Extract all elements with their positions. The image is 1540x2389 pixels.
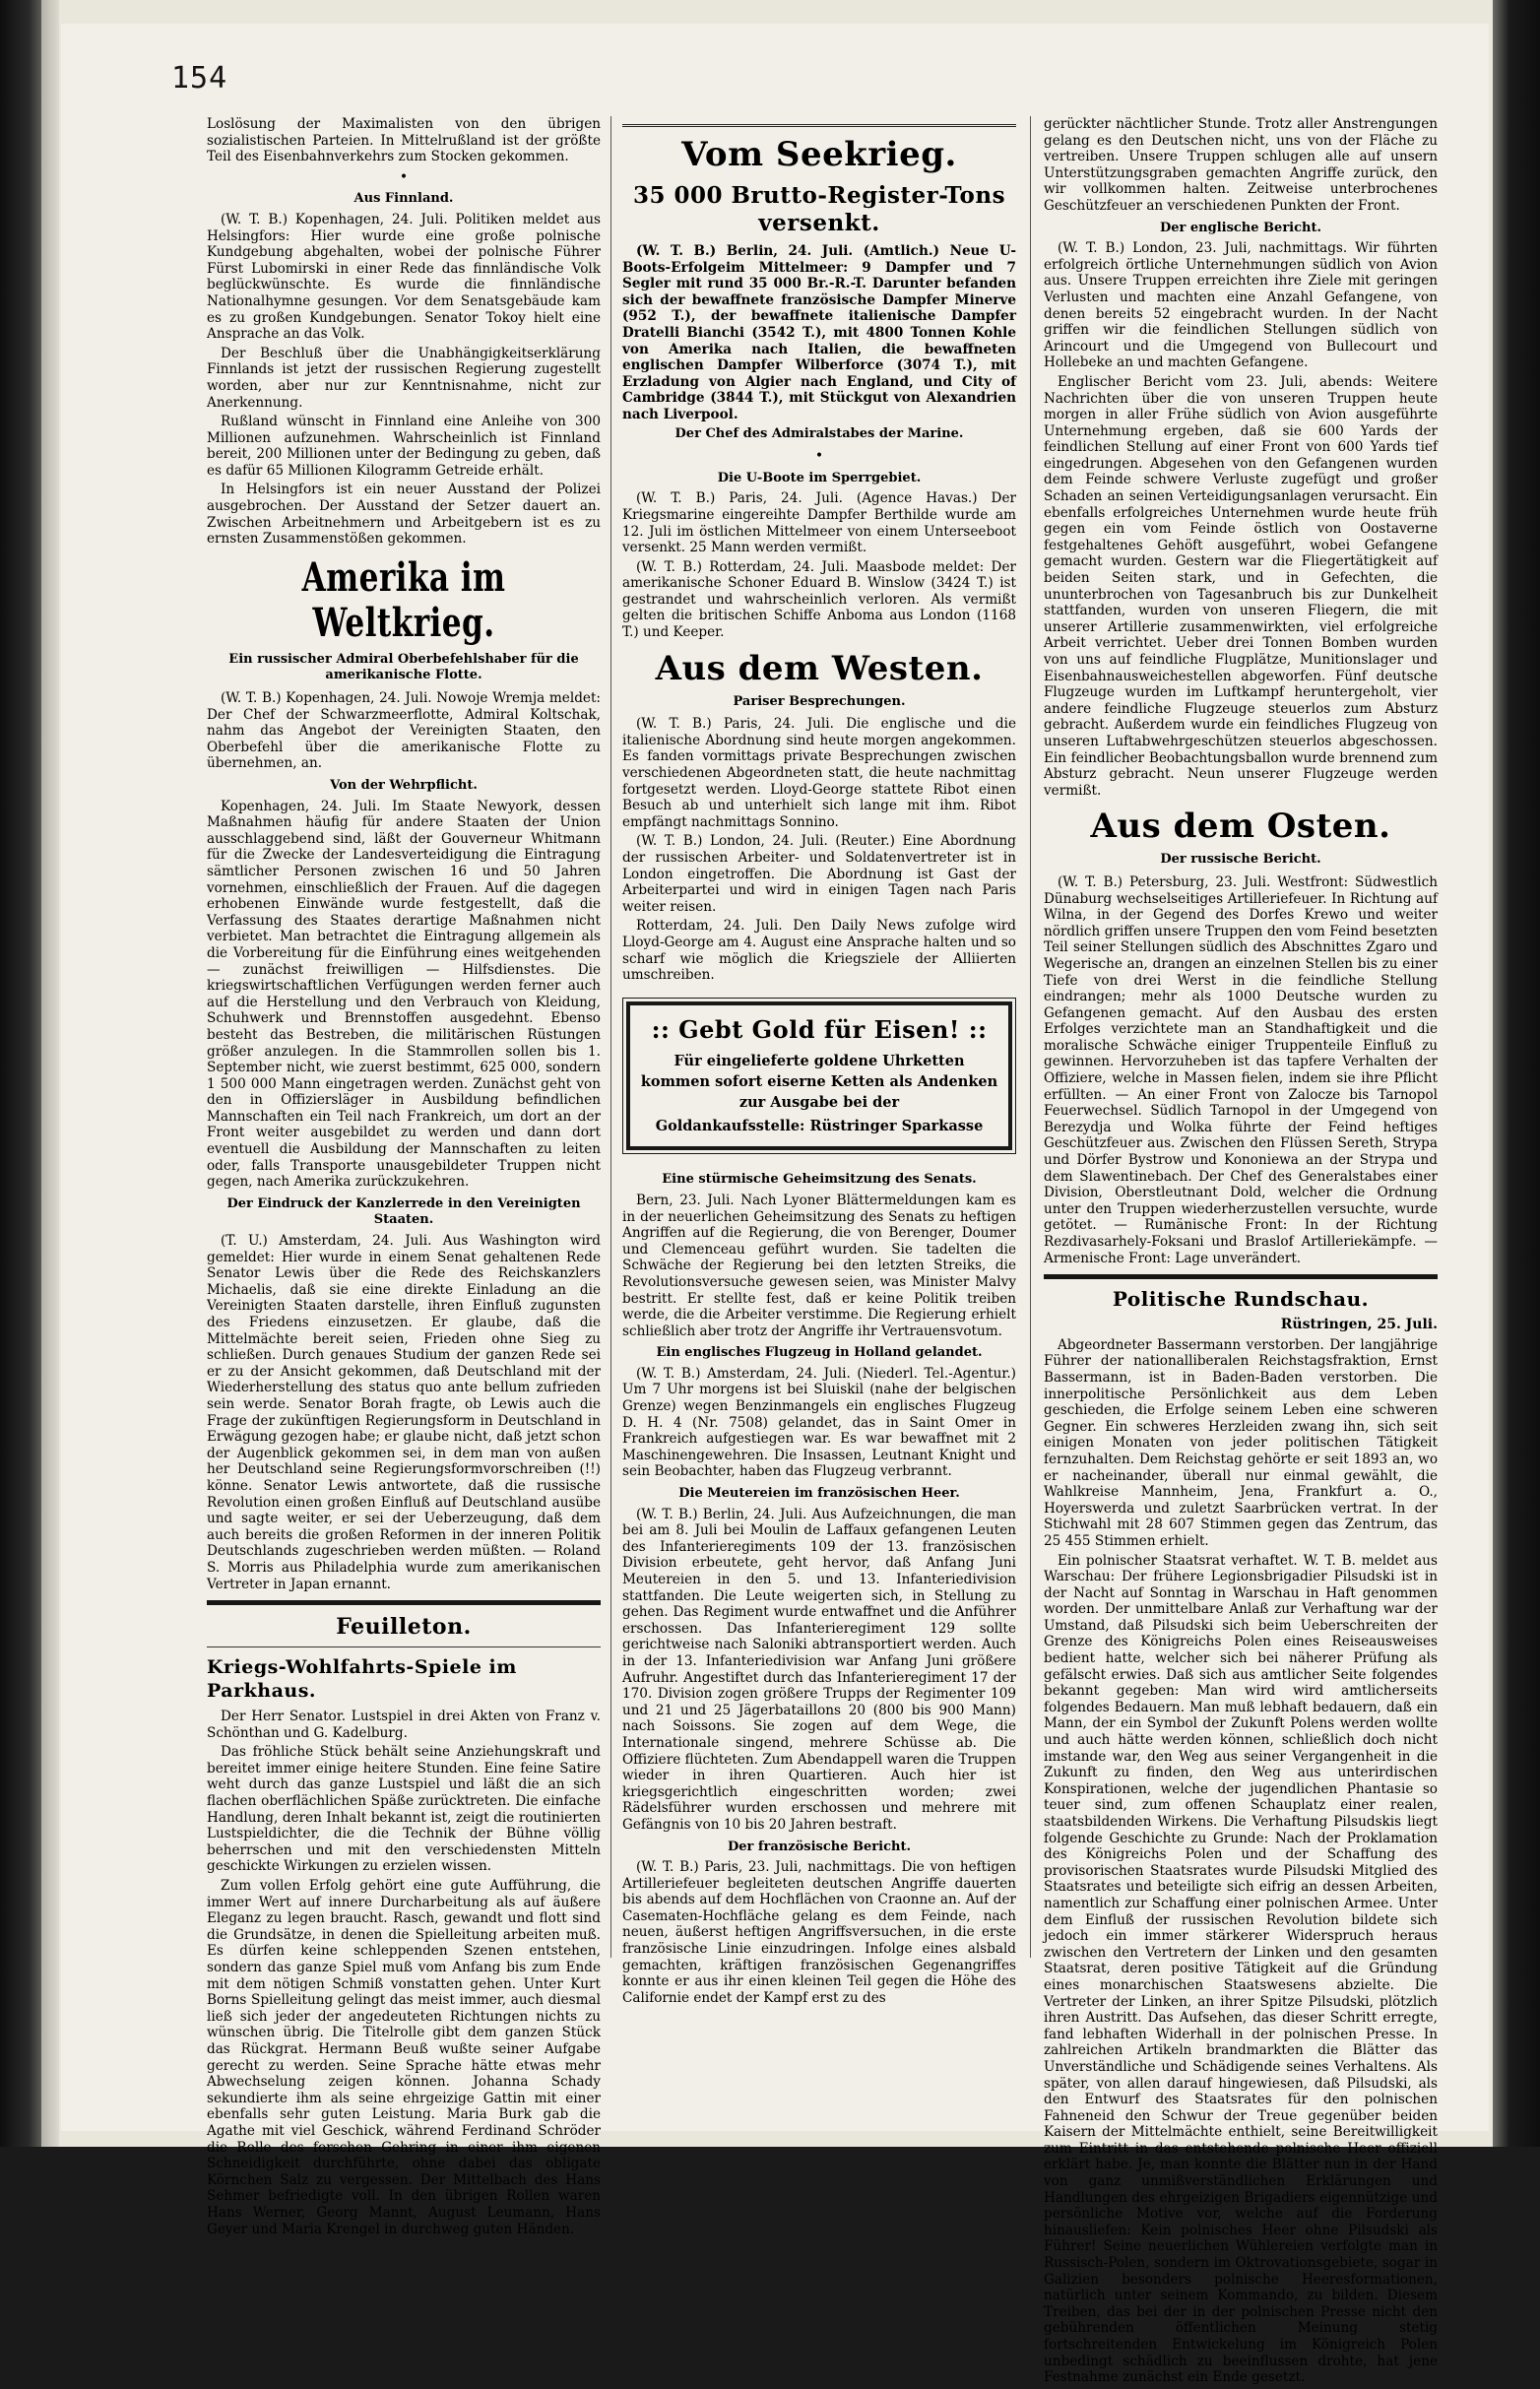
westen-paragraph-1: (W. T. B.) Paris, 24. Juli. Die englische und die italienische Abordnung sind heute morgen angekommen. Es fanden vormittags private Besprechungen zwischen verschiedenen Abgeordneten statt, die heute nachmittag fortgesetzt werden. Lloyd-George stattete Ribot einen Besuch ab und unterhielt sich lange mit ihm. Ribot empfängt nachmittags Sonnino.: [622, 716, 1016, 830]
subheading-pariser-besprechungen: Pariser Besprechungen.: [733, 693, 906, 709]
section-heading-kanzlerrede: Der Eindruck der Kanzlerrede in den Vereinigten Staaten.: [226, 1195, 581, 1228]
wehrpflicht-paragraph-1: Kopenhagen, 24. Juli. Im Staate Newyork, dessen Maßnahmen häufig für andere Staaten der Union ausschlaggebend sind, läßt der Gouverneur Whitmann für die Zwecke der Landesverteidigung die Eintragung sämtlicher Personen zwischen 16 und 50 Jahren vornehmen, einschließlich der Frauen. Auf die dagegen erhobenen Einwände wurde festgestellt, daß die Verfassung des Staates derartige Maßnahmen nicht verbietet. Man betrachtet die Eintragung allgemein als die Vorbereitung für die Einführung eines weitgehenden — zunächst freiwilligen — Hilfsdienstes. Die kriegswirtschaftlichen Verfügungen werden ferner auch auf die Herstellung und den Verbrauch von Kleidung, Schuhwerk und Brennstoffen ausgedehnt. Ebenso besteht das Bestreben, die militärischen Rüstungen größer anzulegen. In die Stammrollen sollen bis 1. September nicht, wie zuerst bestimmt, 625 000, sondern 1 500 000 Mann eingetragen werden. Zunächst geht von den in Offiziersläger in Ausbildung befindlichen Mannschaften ein Teil nach Frankreich, um dort an der Front weiter ausgebildet zu werden und dann dort eventuell die Ausbildung der Mannschaften zu leiten oder, falls Transporte unausgebildeter Truppen nicht gegen, nach Amerika zurückzukehren.: [207, 798, 601, 1191]
column-rule-2: [1030, 116, 1031, 1958]
headline-kriegs-wohlfahrts-spiele: Kriegs-Wohlfahrts-Spiele im Parkhaus.: [207, 1656, 517, 1703]
kanzlerrede-paragraph-1: (T. U.) Amsterdam, 24. Juli. Aus Washington wird gemeldet: Hier wurde in einem Senat gehaltenen Rede Senator Lewis über die Rede des Reichskanzlers Michaelis, daß sie eine direkte Einladung an die Vereinigten Staaten darstelle, ihren Einfluß zugunsten des Friedens einzusetzen. Er glaube, daß die Mittelmächte bereit seien, Frieden ohne Sieg zu schließen. Durch genaues Studium der ganzen Rede sei er zu der Ansicht gekommen, daß Deutschland mit der Wiederherstellung des status quo ante bellum zufrieden sein werde. Senator Borah fragte, ob Lewis auch die Frage der zukünftigen Regierungsform in Deutschland in Erwägung gezogen habe; er glaube nicht, daß jetzt schon der Augenblick gekommen sei, in dem man von außen her Deutschland seine Regierungsformvorschreiben (!!) könne. Senator Lewis antwortete, daß die russische Revolution einen großen Einfluß auf Deutschland ausübe und sagte weiter, er sei der Ueberzeugung, daß dem auch bereits die großen Reformen in der inneren Politik Deutschlands zugeschrieben werden müßten. — Roland S. Morris aus Philadelphia wurde zum amerikanischen Vertreter in Japan ernannt.: [207, 1233, 601, 1592]
subheadline-35000-tons: 35 000 Brutto-Register-Tons versenkt.: [632, 182, 1006, 236]
headline-feuilleton: Feuilleton.: [336, 1614, 472, 1641]
headline-amerika: Amerika im Weltkrieg.: [301, 553, 506, 646]
seekrieg-paragraph-1: (W. T. B.) Berlin, 24. Juli. (Amtlich.) Neue U-Boots-Erfolgeim Mittelmeer: 9 Dampfer und 7 Segler mit rund 35 000 Br.-R.-T. Darunter befanden sich der bewaffnete französische Dampfer Minerve (952 T.), der bewaffnete italienische Dampfer Dratelli Bianchi (3542 T.), mit 4800 Tonnen Kohle von Amerika nach Italien, die bewaffneten englischen Dampfer Wilberforce (3074 T.), mit Erzladung von Algier nach England, und City of Cambridge (3844 T.), mit Stückgut von Alexandrien nach Liverpool.: [622, 243, 1016, 422]
amerika-paragraph-1: (W. T. B.) Kopenhagen, 24. Juli. Nowoje Wremja meldet: Der Chef der Schwarzmeerflotte, Admiral Koltschak, nahm das Angebot der Vereinigten Staaten, den Oberbefehl über die amerikanische Flotte zu übernehmen, an.: [207, 690, 601, 772]
section-heading-englischer-bericht: Der englische Bericht.: [1159, 220, 1322, 235]
finnland-paragraph-2: Der Beschluß über die Unabhängigkeitserklärung Finnlands ist jetzt der russischen Regierung zugestellt worden, aber nur zur Kenntnisnahme, nicht zur Anerkennung.: [207, 345, 601, 411]
column-3: [1044, 116, 1438, 2389]
senat-paragraph-1: Bern, 23. Juli. Nach Lyoner Blättermeldungen kam es in der neuerlichen Geheimsitzung des Senats zu heftigen Angriffen auf die Regierung, die von Berenger, Doumer und Clemenceau geführt wurden. Sie tadelten die Schwäche der Regierung bei den letzten Streiks, die Revolutionsversuche gewesen seien, was Minister Malvy bestritt. Er stellte fest, daß er keine Politik treiben werde, die die Arbeiter verstimme. Die Regierung erhielt schließlich aber trotz der Angriffe ihr Vertrauensvotum.: [622, 1192, 1016, 1339]
book-binding-edge: [41, 0, 59, 2147]
franzoesischer-bericht-paragraph-1: (W. T. B.) Paris, 23. Juli, nachmittags. Die von heftigen Artilleriefeuer begleiteten deutschen Angriffe dauerten bis abends auf dem Hochflächen von Craonne an. Auf der Casematen-Hochfläche gelang es dem Feinde, nach neuen, äußerst heftigen Angriffsversuchen, in die erste französische Linie einzudringen. Infolge eines alsbald gemachten, kräftigen französischen Gegenangriffes konnte er aus ihr einen kleinen Teil gegen die Höhe des Californie endet der Kampf erst zu des: [622, 1859, 1016, 2006]
feuilleton-thin-rule: [207, 1646, 601, 1647]
headline-seekrieg: Vom Seekrieg.: [681, 135, 957, 174]
finnland-paragraph-1: (W. T. B.) Kopenhagen, 24. Juli. Politiken meldet aus Helsingfors: Hier wurde eine große polnische Kundgebung abgehalten, wobei der polnische Führer Fürst Lubomirski in einer Rede das finnländische Volk beglückwünschte. Es wurde die finnländische Nationalhymne gesungen. Vor dem Senatsgebäude kam es zu großen Kundgebungen. Senator Tokoy hielt eine Ansprache an das Volk.: [207, 211, 601, 343]
kriegs-paragraph-2: Das fröhliche Stück behält seine Anziehungskraft und bereitet immer einige heitere Stunden. Eine feine Satire weht durch das ganze Lustspiel und läßt die an sich flachen oberflächlichen Späße zurücktreten. Die einfache Handlung, deren Inhalt bekannt ist, zeigt die routinierten Lustspieldichter, die die Technik der Bühne völlig beherrschen und mit den verschiedensten Mitteln geschickte Wirkungen zu erzielen wissen.: [207, 1744, 601, 1875]
rundschau-paragraph-2: Ein polnischer Staatsrat verhaftet. W. T. B. meldet aus Warschau: Der frühere Legionsbrigadier Pilsudski ist in der Nacht auf Sonntag in Warschau in Haft genommen worden. Der unmittelbare Anlaß zur Verhaftung war der Umstand, daß Pilsudski sich beim Ueberschreiten der Grenze des Königreichs Polen eines Reiseausweises bedient hatte, welcher sich bei näherer Prüfung als gefälscht erwies. Daß sich aus amtlicher Seite folgendes bekannt gegeben: Man wird wird amtlicherseits folgendes Bedauern. Man muß lebhaft bedauern, daß ein Mann, der ein Symbol der Zukunft Polens werden wollte und auch hätte werden können, schließlich doch nicht imstande war, den Weg aus seiner Vergangenheit in die Zukunft zu finden, den Weg aus unterirdischen Konspirationen, welche der jugendlichen Phantasie so teuer sind, zum offenen Schauplatz einer realen, staatsbildenden Wirkens. Die Verhaftung Pilsudskis liegt folgende Geschichte zu Grunde: Nach der Proklamation des Königreichs Polen und der Schaffung des provisorischen Staatsrates wurde Pilsudski Mitglied des Staatsrates und beteiligte sich eifrig an dessen Arbeiten, namentlich zur Schaffung einer polnischen Armee. Unter dem Einfluß der russischen Revolution bildete sich jedoch ein immer stärkerer Widerspruch heraus zwischen den Vertretern der Linken und den gesamten Staatsrat, deren positive Tätigkeit auf die Gründung eines monarchischen Staatswesens abzielte. Die Vertreter der Linken, an ihrer Spitze Pilsudski, plötzlich ihren Austritt. Das Aufsehen, das dieser Schritt erregte, fand lebhaften Widerhall in der polnischen Presse. In zahlreichen Artikeln brandmarkten die Blätter das Unverständliche und Schädigende seines Verhaltens. Als später, von allen darauf hingewiesen, daß Pilsudski, als den Entwurf des Staatsrates für den polnischen Fahneneid den Schwur der Treue gegenüber beiden Kaisern der Mittelmächte enthielt, seine Bereitwilligkeit zum Eintritt in das entstehende polnische Heer offiziell erklärt habe. Je, man konnte die Blätter nun in der Hand von ganz unmißverständlichen Erklärungen und Handlungen des ehrgeizigen Brigadiers eigennützige und persönliche Motive vor, welche auf die Forderung hinausliefen: Kein polnisches Heer ohne Pilsudski als Führer! Seine neuerlichen Wühlereien verfolgte man in Russisch-Polen, sondern im Oktrovationsgebiete, sogar in Galizien besonders polnische Heeresformationen, natürlich unter seinem Kommando, zu bilden. Diesem Treiben, das bei der in der polnischen Presse nicht den gebührenden öffentlichen Meinung stetig fortschreitenden Entwickelung im Königreich Polen unbedingt schädlich zu beeinflussen drohte, hat jene Festnahme zunächst ein Ende gesetzt.: [1044, 1552, 1438, 2386]
politische-rundschau-rule: [1044, 1274, 1438, 1279]
kriegs-paragraph-1: Der Herr Senator. Lustspiel in drei Akten von Franz v. Schönthan und G. Kadelburg.: [207, 1709, 601, 1741]
advertisement-gold-fuer-eisen: [626, 1001, 1012, 1151]
column-2: [622, 116, 1016, 2009]
flugzeug-paragraph-1: (W. T. B.) Amsterdam, 24. Juli. (Niederl. Tel.-Agentur.) Um 7 Uhr morgens ist bei Sluiskil (nahe der belgischen Grenze) wegen Benzinmangels ein englisches Flugzeug D. H. 4 (Nr. 7508) gelandet, das in Saint Omer in Frankreich aufgestiegen war. Es war bewaffnet mit 2 Maschinengewehren. Die Insassen, Leutnant Knight und sein Beobachter, haben das Flugzeug verbrannt.: [622, 1365, 1016, 1480]
section-heading-wehrpflicht: Von der Wehrpflicht.: [330, 778, 478, 793]
advertisement-title: :: Gebt Gold für Eisen! ::: [651, 1014, 988, 1044]
article-continuation: gerückter nächtlicher Stunde. Trotz aller Anstrengungen gelang es den Deutschen nicht, uns von der Fläche zu vertreiben. Unsere Truppen schlugen alle auf unsern Unterstützungsgraben gemachten Angriffe zurück, den wir vollkommen halten. Zeitweise unterbrochenes Geschützfeuer an verschiedenen Punkten der Front.: [1044, 116, 1438, 214]
column-1: [207, 116, 601, 2240]
headline-westen: Aus dem Westen.: [655, 648, 984, 688]
advertisement-text: Für eingelieferte goldene Uhrketten kommen sofort eiserne Ketten als Andenken zur Ausgabe bei der: [640, 1052, 998, 1111]
section-heading-meutereien: Die Meutereien im französischen Heer.: [678, 1486, 960, 1502]
book-binding-shadow: [0, 0, 41, 2147]
finnland-paragraph-4: In Helsingfors ist ein neuer Ausstand der Polizei ausgebrochen. Der Ausstand der Setzer dauert an. Zwischen Arbeitnehmern und Arbeitgebern ist es zu ernsten Zusammenstößen gekommen.: [207, 482, 601, 548]
headline-osten: Aus dem Osten.: [1090, 807, 1391, 847]
finnland-paragraph-3: Rußland wünscht in Finnland eine Anleihe von 300 Millionen aufzunehmen. Wahrscheinlich ist Finnland bereit, 200 Millionen unter der Bedingung zu geben, daß es dafür 65 Millionen Kilogramm Getreide erhält.: [207, 414, 601, 479]
westen-paragraph-2: (W. T. B.) London, 24. Juli. (Reuter.) Eine Abordnung der russischen Arbeiter- und Soldatenvertreter ist in London eingetroffen. Die Abordnung ist Gast der Arbeiterpartei und wird in einigen Tagen nach Paris weiter reisen.: [622, 833, 1016, 915]
headline-politische-rundschau: Politische Rundschau.: [1112, 1287, 1370, 1312]
page-number: 154: [171, 61, 228, 96]
section-heading-sperrgebiet: Die U-Boote im Sperrgebiet.: [717, 470, 922, 485]
dateline-ruestringen: Rüstringen, 25. Juli.: [1280, 1317, 1438, 1333]
osten-paragraph-1: (W. T. B.) Petersburg, 23. Juli. Westfront: Südwestlich Dünaburg wechselseitiges Artilleriefeuer. In Richtung auf Wilna, in der Gegend des Dorfes Krewo und weiter nördlich griffen unsere Truppen den vom Feind besetzten Teil seiner Stellungen südlich des Abschnittes Zgaro und Wegerische an, drangen an einzelnen Stellen bis zu einer Tiefe von drei Werst in die feindliche Stellung eindrangen; mehr als 1000 Deutsche wurden zu Gefangenen gemacht. Auf den Ausbau des ersten Erfolges verzichtete man an Standhaftigkeit und die moralische Schwäche einiger Truppenteile Einfluß zu gewinnen. Hervorzuheben ist das tapfere Verhalten der Offiziere, welche in Massen fielen, indem sie ihre Pflicht erfüllten. — An einer Front von Zalocze bis Tarnopol Feuerwechsel. Südlich Tarnopol in der Umgegend von Berezydja und Wolka führte der Feind heftiges Geschützfeuer aus. Zwischen den Flüssen Sereth, Strypa und Dörfer Bystrow und Kononiewa an der Strypa und dem Slawentinebach. Der Chef des Generalstabes einer Division, Oberstleutnant Dold, welcher die Ordnung unter den Truppen wiederherzustellen versuchte, wurde getötet. — Rumänische Front: In der Richtung Rezdivasarhely-Foksani und Braslof Artilleriekämpfe. — Armenische Front: Lage unverändert.: [1044, 873, 1438, 1266]
kriegs-paragraph-3: Zum vollen Erfolg gehört eine gute Aufführung, die immer Wert auf innere Durcharbeitung als auf äußere Eleganz zu legen braucht. Rasch, gewandt und flott sind die Grundsätze, in denen die Spielleitung arbeiten muß. Es dürfen keine schleppenden Szenen entstehen, sondern das ganze Spiel muß vom Anfang bis zum Ende mit dem nötigen Schmiß vonstatten gehen. Unter Kurt Borns Spielleitung gelingt das meist immer, auch diesmal ließ sich jeder der angedeuteten Richtungen nichts zu wünschen übrig. Die Titelrolle gibt dem ganzen Stück das Rückgrat. Hermann Beuß wußte seiner Aufgabe gerecht zu werden. Seine Sprache hätte etwas mehr Abwechselung zeigen können. Johanna Schady sekundierte ihm als seine ehrgeizige Gattin mit einer ebenfalls sehr guten Leistung. Maria Burk gab die Agathe mit viel Geschick, während Ferdinand Schröder die Rolle des forschen Gehring in einer ihm eigenen Schneidigkeit durchführte, ohne dabei das obligate Körnchen Salz zu vergessen. Der Mittelbach des Hans Sehmer befriedigte voll. In den übrigen Rollen waren Hans Werner, Georg Mannt, August Leumann, Hans Geyer und Maria Krengel in durchweg guten Händen.: [207, 1878, 601, 2237]
section-heading-flugzeug: Ein englisches Flugzeug in Holland gelandet.: [656, 1345, 983, 1361]
seekrieg-signature: Der Chef des Admiralstabes der Marine.: [674, 425, 964, 441]
section-heading-senat: Eine stürmische Geheimsitzung des Senats.: [662, 1172, 977, 1188]
subheading-amerika: Ein russischer Admiral Oberbefehlshaber für die amerikanische Flotte.: [228, 651, 579, 683]
seekrieg-top-rule: [622, 124, 1016, 127]
rundschau-paragraph-1: Abgeordneter Bassermann verstorben. Der langjährige Führer der nationalliberalen Reichstagsfraktion, Ernst Bassermann, ist in Baden-Baden verstorben. Die innerpolitische Persönlichkeit aus dem Leben geschieden, die Erfolge seinem Leben eine schweren Gegner. Ein schweres Herzleiden zwang ihn, sich seit einigen Monaten von jeder politischen Tätigkeit fernzuhalten. Dem Reichstag gehörte er seit 1893 an, wo er nacheinander, überall nur einmal gewählt, die Wahlkreise Mannheim, Jena, Frankfurt a. O., Hoyerswerda und zuletzt Saarbrücken vertrat. In der Stichwahl mit 28 607 Stimmen gegen das Zentrum, das 25 455 Stimmen erhielt.: [1044, 1336, 1438, 1549]
subheading-russischer-bericht: Der russische Bericht.: [1160, 852, 1321, 868]
sperrgebiet-paragraph-1: (W. T. B.) Paris, 24. Juli. (Agence Havas.) Der Kriegsmarine eingereihte Dampfer Berthilde wurde am 12. Juli im östlichen Mittelmeer von einem Unterseeboot versenkt. 25 Mann werden vermißt.: [622, 490, 1016, 556]
article-continuation: Loslösung der Maximalisten von den übrigen sozialistischen Parteien. In Mittelrußland ist der größte Teil des Eisenbahnverkehrs zum Stocken gekommen.: [207, 116, 601, 165]
separator-dot: •: [814, 448, 824, 465]
meutereien-paragraph-1: (W. T. B.) Berlin, 24. Juli. Aus Aufzeichnungen, die man bei am 8. Juli bei Moulin de Laffaux gefangenen Leuten des Infanterieregiments 109 der 13. französischen Division erbeutete, geht hervor, daß Anfang Juni Meutereien in den 5. und 13. Infanteriedivision stattfanden. Die Leute weigerten sich, in Stellung zu gehen. Das Regiment wurde entwaffnet und die Anführer erschossen. Das Infanterieregiment 129 sollte gerichtweise nach Saloniki abtransportiert werden. Auch in der 13. Infanteriedivision war Anfang Juni größere Aufruhr. Angestiftet durch das Infanterieregiment 17 der 170. Division zogen größere Trupps der Regimenter 109 und 21 und 25 Jägerbataillons 20 (800 bis 900 Mann) nach Soissons. Sie zogen auf dem Wege, die Internationale singend, mehrere Schüsse ab. Die Offiziere flüchteten. Zum Abendappell waren die Truppen wieder in ihren Quartieren. Auch hier ist kriegsgerichtlich eingeschritten worden; zwei Rädelsführer wurden erschossen und mehrere mit Gefängnis von 10 bis 20 Jahren bestraft.: [622, 1506, 1016, 1833]
advertisement-footer: Goldankaufsstelle: Rüstringer Sparkasse: [655, 1117, 984, 1134]
westen-paragraph-3: Rotterdam, 24. Juli. Den Daily News zufolge wird Lloyd-George am 4. August eine Ansprache halten und so scharf wie möglich die Kriegsziele der Alliierten umschreiben.: [622, 918, 1016, 984]
column-rule-1: [610, 116, 611, 1958]
feuilleton-rule: [207, 1600, 601, 1605]
section-heading-finnland: Aus Finnland.: [353, 191, 454, 207]
sperrgebiet-paragraph-2: (W. T. B.) Rotterdam, 24. Juli. Maasbode meldet: Der amerikanische Schoner Eduard B. Winslow (3424 T.) ist gestrandet und wahrscheinlich verloren. Als vermißt gelten die britischen Schiffe Anboma aus London (1168 T.) und Keeper.: [622, 558, 1016, 641]
separator-dot: •: [399, 168, 409, 185]
englischer-bericht-paragraph-2: Englischer Bericht vom 23. Juli, abends: Weitere Nachrichten über die von unseren Truppen heute morgen in aller Frühe südlich von Avion ausgeführte Unternehmung ergeben, daß sie 600 Yards der feindlichen Stellung auf einer Front von 600 Yards tief eingedrungen. Abgesehen von den Gefangenen wurden dem Feinde schwere Verluste zugefügt und großer Schaden an seinen Verteidigungsanlagen verursacht. Ein ebenfalls erfolgreiches Unternehmen wurde heute früh gegen ein vom Feinde östlich von Oostaverne festgehaltenes Gehöft ausgeführt, wobei Gefangene gemacht wurden. Gestern war die Fliegertätigkeit auf beiden Seiten stark, und in Gefechten, die ununterbrochen von Tagesanbruch bis zur Dunkelheit stattfanden, wurden von unseren Fliegern, die mit unserer Artillerie zusammenwirkten, viel erfolgreiche Arbeit verrichtet. Ueber drei Tonnen Bomben wurden von uns auf feindliche Flugplätze, Munitionslager und Eisenbahnausweichestellen abgeworfen. Fünf deutsche Flugzeuge wurden im Luftkampf heruntergeholt, vier andere feindliche Flugzeuge steuerlos zum Absturz gebracht. Außerdem wurde ein feindliches Flugzeug von unseren Luftabwehrgeschützen steuerlos abgeschossen. Ein feindlicher Beobachtungsballon wurde brennend zum Absturz gebracht. Neun unserer Flugzeuge werden vermißt.: [1044, 373, 1438, 799]
section-heading-franzoesischer-bericht: Der französische Bericht.: [728, 1839, 911, 1854]
scan-right-edge: [1493, 0, 1540, 2147]
englischer-bericht-paragraph-1: (W. T. B.) London, 23. Juli, nachmittags. Wir führten erfolgreich örtliche Unternehmungen südlich von Avion aus. Unsere Truppen erreichten ihre Ziele mit geringen Verlusten und machten eine Anzahl Gefangene, von denen bereits 52 eingebracht wurden. In der Nacht griffen wir die feindlichen Stellungen südlich von Arincourt und die Umgegend von Bullecourt und Hollebeke an und machten Gefangene.: [1044, 240, 1438, 371]
